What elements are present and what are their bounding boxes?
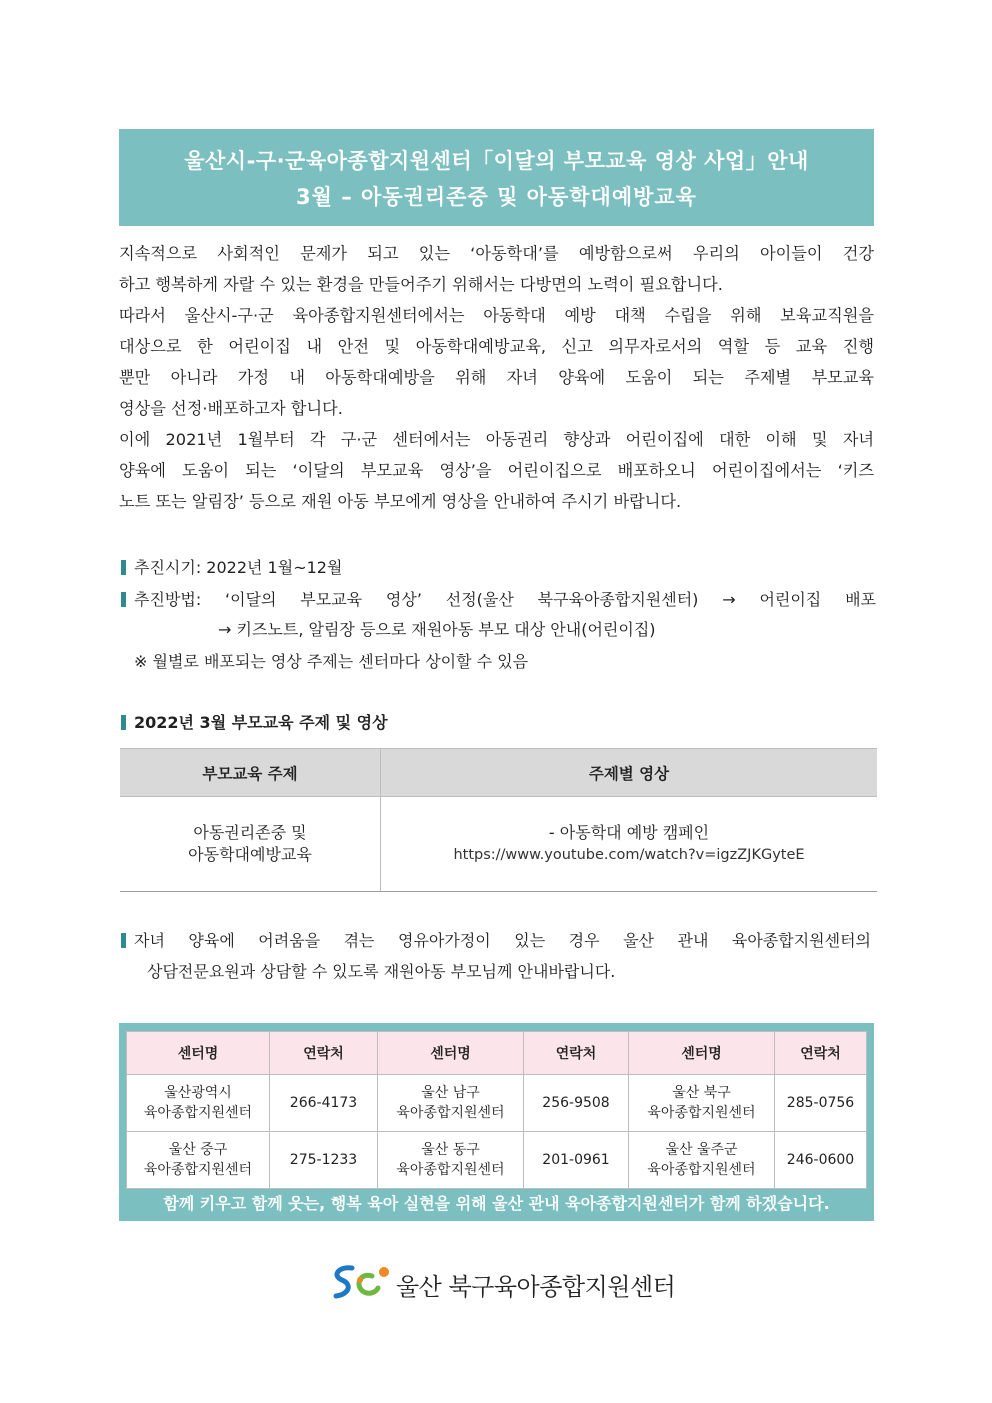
center-phone: 285-0756 xyxy=(775,1075,867,1132)
intro-line: 영상을 선정·배포하고자 합니다. xyxy=(119,399,343,418)
title-line-2: 3월 – 아동권리존중 및 아동학대예방교육 xyxy=(296,185,697,209)
topic-cell: 아동권리존중 및 아동학대예방교육 xyxy=(120,797,381,892)
center-name: 울산 동구 육아종합지원센터 xyxy=(378,1132,524,1189)
phone-header: 연락처 xyxy=(775,1032,867,1075)
intro-line: 노트 또는 알림장’ 등으로 재원 아동 부모에게 영상을 안내하여 주시기 바랍니다. xyxy=(119,492,682,511)
center-phone: 246-0600 xyxy=(775,1132,867,1189)
bullet-bar-icon xyxy=(121,933,126,948)
intro-paragraph xyxy=(119,238,874,517)
bullet-bar-icon xyxy=(121,715,126,730)
bullet-bar-icon xyxy=(121,560,126,575)
center-name: 울산 중구 육아종합지원센터 xyxy=(127,1132,270,1189)
center-name-header: 센터명 xyxy=(127,1032,270,1075)
schedule-method-cont: → 키즈노트, 알림장 등으로 재원아동 부모 대상 안내(어린이집) xyxy=(218,620,656,639)
center-name: 울산 북구 육아종합지원센터 xyxy=(629,1075,775,1132)
center-name: 울산 남구 육아종합지원센터 xyxy=(378,1075,524,1132)
center-phone: 266-4173 xyxy=(270,1075,378,1132)
contact-footer-slogan: 함께 키우고 함께 웃는, 행복 육아 실현을 위해 울산 관내 육아종합지원센터가 함께 하겠습니다. xyxy=(163,1194,830,1213)
intro-line: 이에 2021년 1월부터 각 구·군 센터에서는 아동권리 향상과 어린이집에 대한 이해 및 자녀 xyxy=(119,430,874,449)
center-name-header: 센터명 xyxy=(378,1032,524,1075)
counsel-notice-cont: 상담전문요원과 상담할 수 있도록 재원아동 부모님께 안내바랍니다. xyxy=(147,962,616,981)
center-name-header: 센터명 xyxy=(629,1032,775,1075)
phone-header: 연락처 xyxy=(270,1032,378,1075)
bullet-bar-icon xyxy=(121,592,126,607)
center-phone: 275-1233 xyxy=(270,1132,378,1189)
video-col-header: 주제별 영상 xyxy=(381,749,878,797)
schedule-note: ※ 월별로 배포되는 영상 주제는 센터마다 상이할 수 있음 xyxy=(134,652,529,671)
center-phone: 256-9508 xyxy=(524,1075,629,1132)
intro-line: 대상으로 한 어린이집 내 안전 및 아동학대예방교육, 신고 의무자로서의 역할 등 교육 진행 xyxy=(119,337,874,356)
logo-mark-icon xyxy=(330,1262,392,1302)
video-cell xyxy=(381,797,878,892)
video-link[interactable]: https://www.youtube.com/watch?v=igzZJKGyteE xyxy=(453,847,805,863)
intro-line: 따라서 울산시-구·군 육아종합지원센터에서는 아동학대 예방 대책 수립을 위해 보육교직원을 xyxy=(119,306,874,325)
intro-line: 뿐만 아니라 가정 내 아동학대예방을 위해 자녀 양육에 도움이 되는 주제별 부모교육 xyxy=(119,368,874,387)
schedule-period: 추진시기: 2022년 1월~12월 xyxy=(121,558,342,578)
center-name: 울산 울주군 육아종합지원센터 xyxy=(629,1132,775,1189)
logo-text: 울산 북구육아종합지원센터 xyxy=(396,1273,676,1301)
title-line-1: 울산시-구·군육아종합지원센터「이달의 부모교육 영상 사업」안내 xyxy=(184,149,809,173)
topic-heading: 2022년 3월 부모교육 주제 및 영상 xyxy=(121,713,388,733)
intro-line: 하고 행복하게 자랄 수 있는 환경을 만들어주기 위해서는 다방면의 노력이 필요합니다. xyxy=(119,275,723,294)
topic-col-header: 부모교육 주제 xyxy=(120,749,381,797)
intro-line: 양육에 도움이 되는 ‘이달의 부모교육 영상’을 어린이집으로 배포하오니 어린이집에서는 ‘키즈 xyxy=(119,461,874,480)
center-name: 울산광역시 육아종합지원센터 xyxy=(127,1075,270,1132)
phone-header: 연락처 xyxy=(524,1032,629,1075)
intro-line: 지속적으로 사회적인 문제가 되고 있는 ‘아동학대’를 예방함으로써 우리의 아이들이 건강 xyxy=(119,244,874,263)
schedule-method: 추진방법: ‘이달의 부모교육 영상’ 선정(울산 북구육아종합지원센터) → 어린이집 배포 xyxy=(121,590,876,610)
video-title: - 아동학대 예방 캠페인 xyxy=(548,823,710,842)
topic-table xyxy=(120,748,877,892)
contact-box xyxy=(119,1023,874,1221)
title-banner xyxy=(119,129,874,226)
contact-table xyxy=(126,1031,867,1189)
table-row xyxy=(127,1075,867,1132)
center-phone: 201-0961 xyxy=(524,1132,629,1189)
counsel-notice: 자녀 양육에 어려움을 겪는 영유아가정이 있는 경우 울산 관내 육아종합지원센터의 xyxy=(121,931,871,951)
table-row xyxy=(127,1132,867,1189)
